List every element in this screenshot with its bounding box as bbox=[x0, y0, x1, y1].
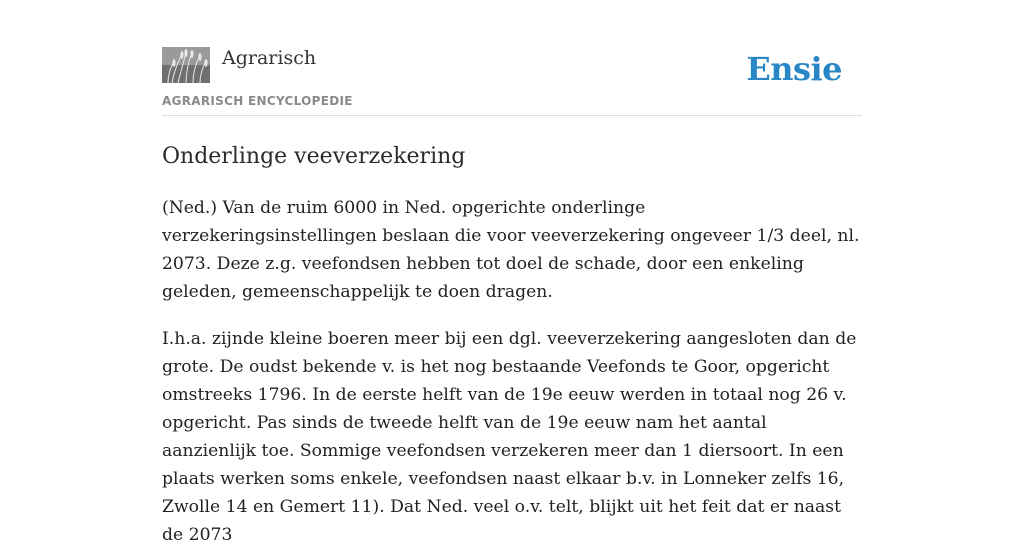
article-container bbox=[162, 0, 862, 549]
source-subtitle[interactable]: AGRARISCH ENCYCLOPEDIE bbox=[162, 94, 353, 108]
article-paragraph: (Ned.) Van de ruim 6000 in Ned. opgerichte onderlinge verzekeringsinstellingen beslaan die voor veeverzekering ongeveer 1/3 deel, nl. 2073. Deze z.g. veefondsen hebben tot doel de schade, door een enkeling geleden, gemeenschappelijk te doen dragen. bbox=[162, 198, 860, 302]
page-title: Onderlinge veeverzekering bbox=[162, 144, 466, 169]
source-name[interactable]: Agrarisch bbox=[222, 47, 317, 69]
ensie-logo[interactable]: Ensie bbox=[746, 50, 842, 88]
source-header bbox=[162, 0, 862, 116]
article-body bbox=[162, 194, 862, 549]
wheat-logo-icon[interactable] bbox=[162, 47, 210, 83]
article-paragraph: I.h.a. zijnde kleine boeren meer bij een dgl. veeverzekering aangesloten dan de grote. De oudst bekende v. is het nog bestaande Veefonds te Goor, opgericht omstreeks 1796. In de eerste helft van de 19e eeuw werden in totaal nog 26 v. opgericht. Pas sinds de tweede helft van de 19e eeuw nam het aantal aanzienlijk toe. Sommige veefondsen verzekeren meer dan 1 diersoort. In een plaats werken soms enkele, veefondsen naast elkaar b.v. in Lonneker zelfs 16, Zwolle 14 en Gemert 11). Dat Ned. veel o.v. telt, blijkt uit het feit dat er naast de 2073 bbox=[162, 329, 857, 545]
